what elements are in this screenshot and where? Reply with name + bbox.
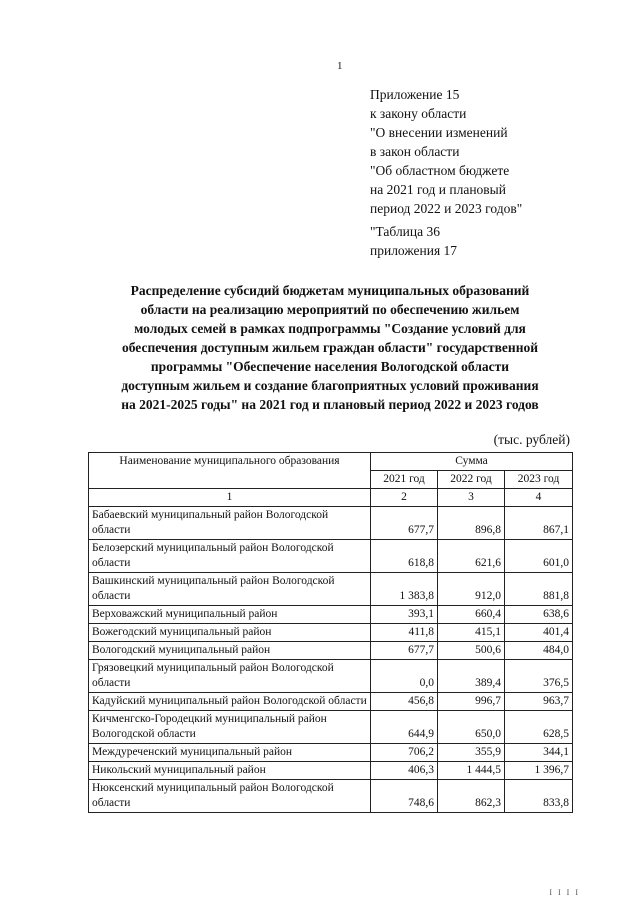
- municipality-name: Кичменгско-Городецкий муниципальный район Вологодской области: [89, 711, 371, 744]
- value-2022: 355,9: [438, 744, 505, 762]
- value-2022: 862,3: [438, 780, 505, 813]
- municipality-name: Вожегодский муниципальный район: [89, 624, 371, 642]
- value-2023: 344,1: [505, 744, 573, 762]
- value-2022: 415,1: [438, 624, 505, 642]
- value-2021: 644,9: [371, 711, 438, 744]
- value-2021: 0,0: [371, 660, 438, 693]
- value-2022: 389,4: [438, 660, 505, 693]
- value-2023: 401,4: [505, 624, 573, 642]
- value-2022: 500,6: [438, 642, 505, 660]
- municipality-name: Вологодский муниципальный район: [89, 642, 371, 660]
- col-number: 3: [438, 489, 505, 507]
- municipality-name: Грязовецкий муниципальный район Вологодской области: [89, 660, 371, 693]
- table-ref-line: "Таблица 36: [370, 224, 440, 239]
- value-2021: 393,1: [371, 606, 438, 624]
- value-2021: 706,2: [371, 744, 438, 762]
- value-2022: 650,0: [438, 711, 505, 744]
- page-mark: 1: [337, 60, 343, 72]
- table-row: [89, 573, 573, 606]
- heading-line: на 2021-2025 годы" на 2021 год и плановый период 2022 и 2023 годов: [121, 397, 539, 412]
- table-ref-line: приложения 17: [370, 243, 458, 258]
- value-2021: 618,8: [371, 540, 438, 573]
- table-row: [89, 780, 573, 813]
- heading-line: Распределение субсидий бюджетам муниципальных образований: [130, 283, 530, 298]
- value-2021: 677,7: [371, 507, 438, 540]
- appendix-line: на 2021 год и плановый: [370, 182, 506, 197]
- appendix-line: "Об областном бюджете: [370, 163, 510, 178]
- value-2022: 1 444,5: [438, 762, 505, 780]
- value-2022: 896,8: [438, 507, 505, 540]
- value-2021: 677,7: [371, 642, 438, 660]
- header-year-2023: 2023 год: [505, 471, 573, 489]
- value-2022: 912,0: [438, 573, 505, 606]
- header-name: Наименование муниципального образования: [89, 453, 371, 489]
- value-2021: 748,6: [371, 780, 438, 813]
- table-row: [89, 711, 573, 744]
- header-year-2022: 2022 год: [438, 471, 505, 489]
- municipality-name: Вашкинский муниципальный район Вологодской области: [89, 573, 371, 606]
- value-2023: 1 396,7: [505, 762, 573, 780]
- heading-line: области на реализацию мероприятий по обеспечению жильем: [140, 302, 520, 317]
- municipality-name: Кадуйский муниципальный район Вологодской области: [89, 693, 371, 711]
- value-2023: 833,8: [505, 780, 573, 813]
- header-year-2021: 2021 год: [371, 471, 438, 489]
- table-row: [89, 642, 573, 660]
- value-2021: 456,8: [371, 693, 438, 711]
- subsidy-table: [88, 452, 573, 813]
- appendix-line: Приложение 15: [370, 87, 460, 102]
- value-2023: 484,0: [505, 642, 573, 660]
- corner-marks: I I I I: [549, 888, 580, 897]
- value-2023: 376,5: [505, 660, 573, 693]
- value-2023: 881,8: [505, 573, 573, 606]
- appendix-line: к закону области: [370, 106, 467, 121]
- value-2023: 601,0: [505, 540, 573, 573]
- value-2023: 867,1: [505, 507, 573, 540]
- units-label: (тыс. рублей): [493, 432, 570, 447]
- value-2021: 411,8: [371, 624, 438, 642]
- municipality-name: Нюксенский муниципальный район Вологодской области: [89, 780, 371, 813]
- table-header-row: [89, 453, 573, 471]
- value-2022: 660,4: [438, 606, 505, 624]
- municipality-name: Верховажский муниципальный район: [89, 606, 371, 624]
- table-row: [89, 507, 573, 540]
- value-2022: 996,7: [438, 693, 505, 711]
- col-number: 1: [89, 489, 371, 507]
- value-2023: 628,5: [505, 711, 573, 744]
- value-2021: 1 383,8: [371, 573, 438, 606]
- appendix-line: период 2022 и 2023 годов": [370, 201, 523, 216]
- document-heading: [70, 281, 590, 414]
- appendix-line: "О внесении изменений: [370, 125, 508, 140]
- heading-line: молодых семей в рамках подпрограммы "Создание условий для: [134, 321, 526, 336]
- header-sum: Сумма: [371, 453, 573, 471]
- table-row: [89, 606, 573, 624]
- value-2023: 963,7: [505, 693, 573, 711]
- table-colnum-row: [89, 489, 573, 507]
- value-2023: 638,6: [505, 606, 573, 624]
- col-number: 4: [505, 489, 573, 507]
- municipality-name: Никольский муниципальный район: [89, 762, 371, 780]
- appendix-block: [370, 85, 522, 260]
- value-2022: 621,6: [438, 540, 505, 573]
- municipality-name: Бабаевский муниципальный район Вологодской области: [89, 507, 371, 540]
- municipality-name: Белозерский муниципальный район Вологодской области: [89, 540, 371, 573]
- table-row: [89, 660, 573, 693]
- value-2021: 406,3: [371, 762, 438, 780]
- table-row: [89, 762, 573, 780]
- heading-line: обеспечения доступным жильем граждан области" государственной: [121, 340, 539, 355]
- table-row: [89, 744, 573, 762]
- table-row: [89, 540, 573, 573]
- col-number: 2: [371, 489, 438, 507]
- appendix-line: в закон области: [370, 144, 460, 159]
- table-row: [89, 624, 573, 642]
- municipality-name: Междуреченский муниципальный район: [89, 744, 371, 762]
- table-row: [89, 693, 573, 711]
- heading-line: доступным жильем и создание благоприятных условий проживания: [121, 378, 539, 393]
- heading-line: программы "Обеспечение населения Вологодской области: [150, 359, 510, 374]
